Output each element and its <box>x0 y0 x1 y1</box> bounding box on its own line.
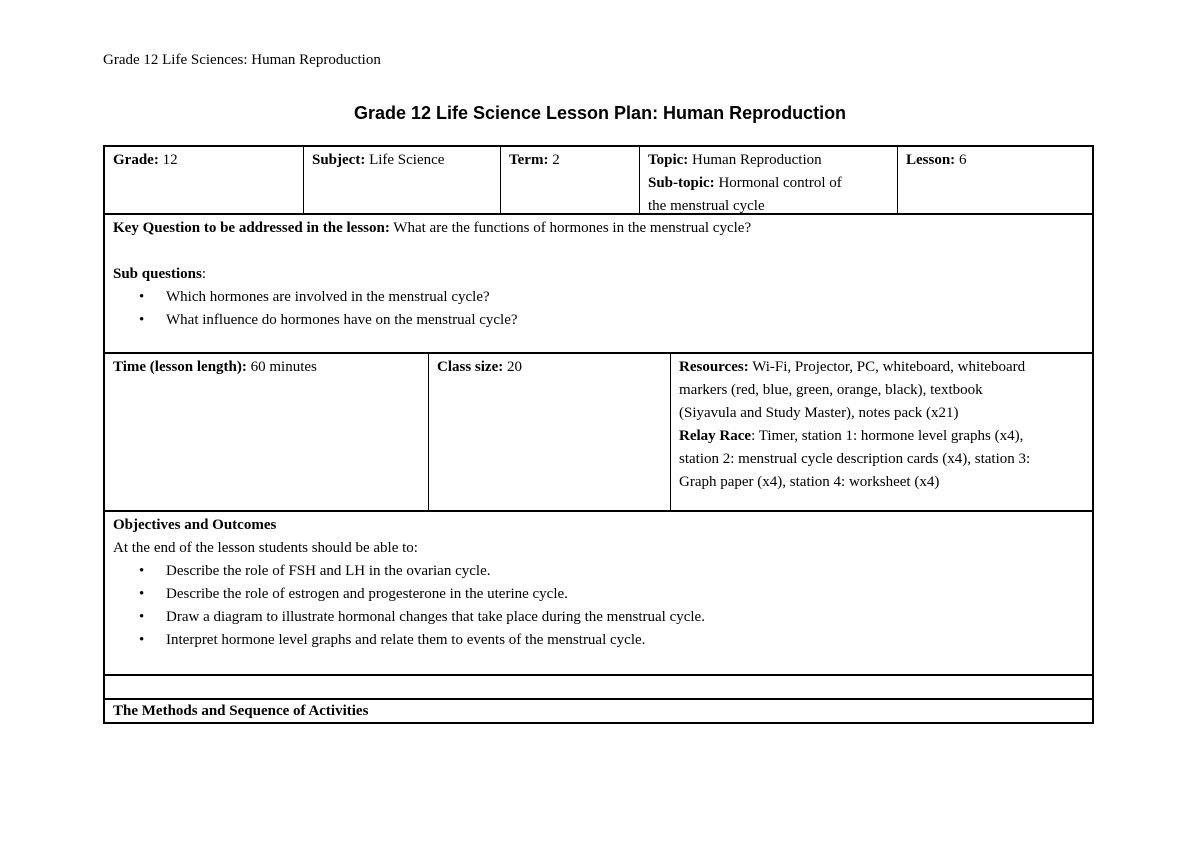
objectives-heading: Objectives and Outcomes <box>113 517 277 533</box>
topic-cell <box>639 147 897 213</box>
key-question-label: Key Question to be addressed in the lesson: <box>113 220 390 236</box>
logistics-row <box>103 354 1094 512</box>
subject-value: Life Science <box>365 152 445 168</box>
relay-race-label: Relay Race <box>679 428 752 444</box>
time-value: 60 minutes <box>246 359 317 375</box>
time-label: Time (lesson length): <box>113 359 247 375</box>
subtopic-value-continued: the menstrual cycle <box>648 198 765 214</box>
objectives-intro: At the end of the lesson students should be able to: <box>113 540 418 556</box>
subject-label: Subject: <box>312 152 366 168</box>
lesson-plan-table <box>103 145 1094 724</box>
page-header: Grade 12 Life Sciences: Human Reproduction <box>103 52 381 68</box>
class-size-cell <box>428 354 670 510</box>
term-cell <box>500 147 639 213</box>
time-cell <box>105 354 428 510</box>
topic-label: Topic: <box>648 152 689 168</box>
sub-questions-heading: Sub questions: <box>113 266 206 282</box>
empty-row <box>103 676 1094 700</box>
topic-value: Human Reproduction <box>688 152 822 168</box>
term-value: 2 <box>548 152 560 168</box>
info-row <box>103 145 1094 215</box>
sub-questions-list <box>113 286 1084 332</box>
lesson-label: Lesson: <box>906 152 956 168</box>
key-question-value: What are the functions of hormones in the menstrual cycle? <box>389 220 752 236</box>
list-item: • What influence do hormones have on the menstrual cycle? <box>166 309 1084 332</box>
sub-questions-label: Sub questions <box>113 266 202 282</box>
list-item: • Interpret hormone level graphs and relate them to events of the menstrual cycle. <box>166 629 1084 652</box>
objectives-row <box>103 512 1094 676</box>
list-item: • Which hormones are involved in the menstrual cycle? <box>166 286 1084 309</box>
list-item: • Draw a diagram to illustrate hormonal changes that take place during the menstrual cycle. <box>166 606 1084 629</box>
objectives-list <box>113 560 1084 652</box>
resources-cell: Resources: Wi-Fi, Projector, PC, whiteboard, whiteboard markers (red, blue, green, orange, black), textbook (Siyavula and Study Master), notes pack (x21) Relay Race: Timer, station 1: hormone level graphs (x4), station 2: menstrual cycle description cards (x4), station 3: Graph paper (x4), station 4: worksheet (x4) <box>670 354 1092 510</box>
class-size-value: 20 <box>503 359 522 375</box>
subtopic-label: Sub-topic: <box>648 175 715 191</box>
subject-cell <box>303 147 500 213</box>
lesson-value: 6 <box>955 152 967 168</box>
lesson-cell <box>897 147 1092 213</box>
methods-heading: The Methods and Sequence of Activities <box>113 703 369 719</box>
list-item: • Describe the role of FSH and LH in the ovarian cycle. <box>166 560 1084 583</box>
class-size-label: Class size: <box>437 359 504 375</box>
key-question <box>113 217 1084 240</box>
key-question-row <box>103 215 1094 354</box>
grade-value: 12 <box>158 152 178 168</box>
grade-cell <box>105 147 303 213</box>
term-label: Term: <box>509 152 549 168</box>
grade-label: Grade: <box>113 152 159 168</box>
resources-label: Resources: <box>679 359 749 375</box>
subtopic-value: Hormonal control of <box>714 175 842 191</box>
document-title: Grade 12 Life Science Lesson Plan: Human Reproduction <box>353 103 847 123</box>
methods-row <box>103 700 1094 724</box>
list-item: • Describe the role of estrogen and progesterone in the uterine cycle. <box>166 583 1084 606</box>
